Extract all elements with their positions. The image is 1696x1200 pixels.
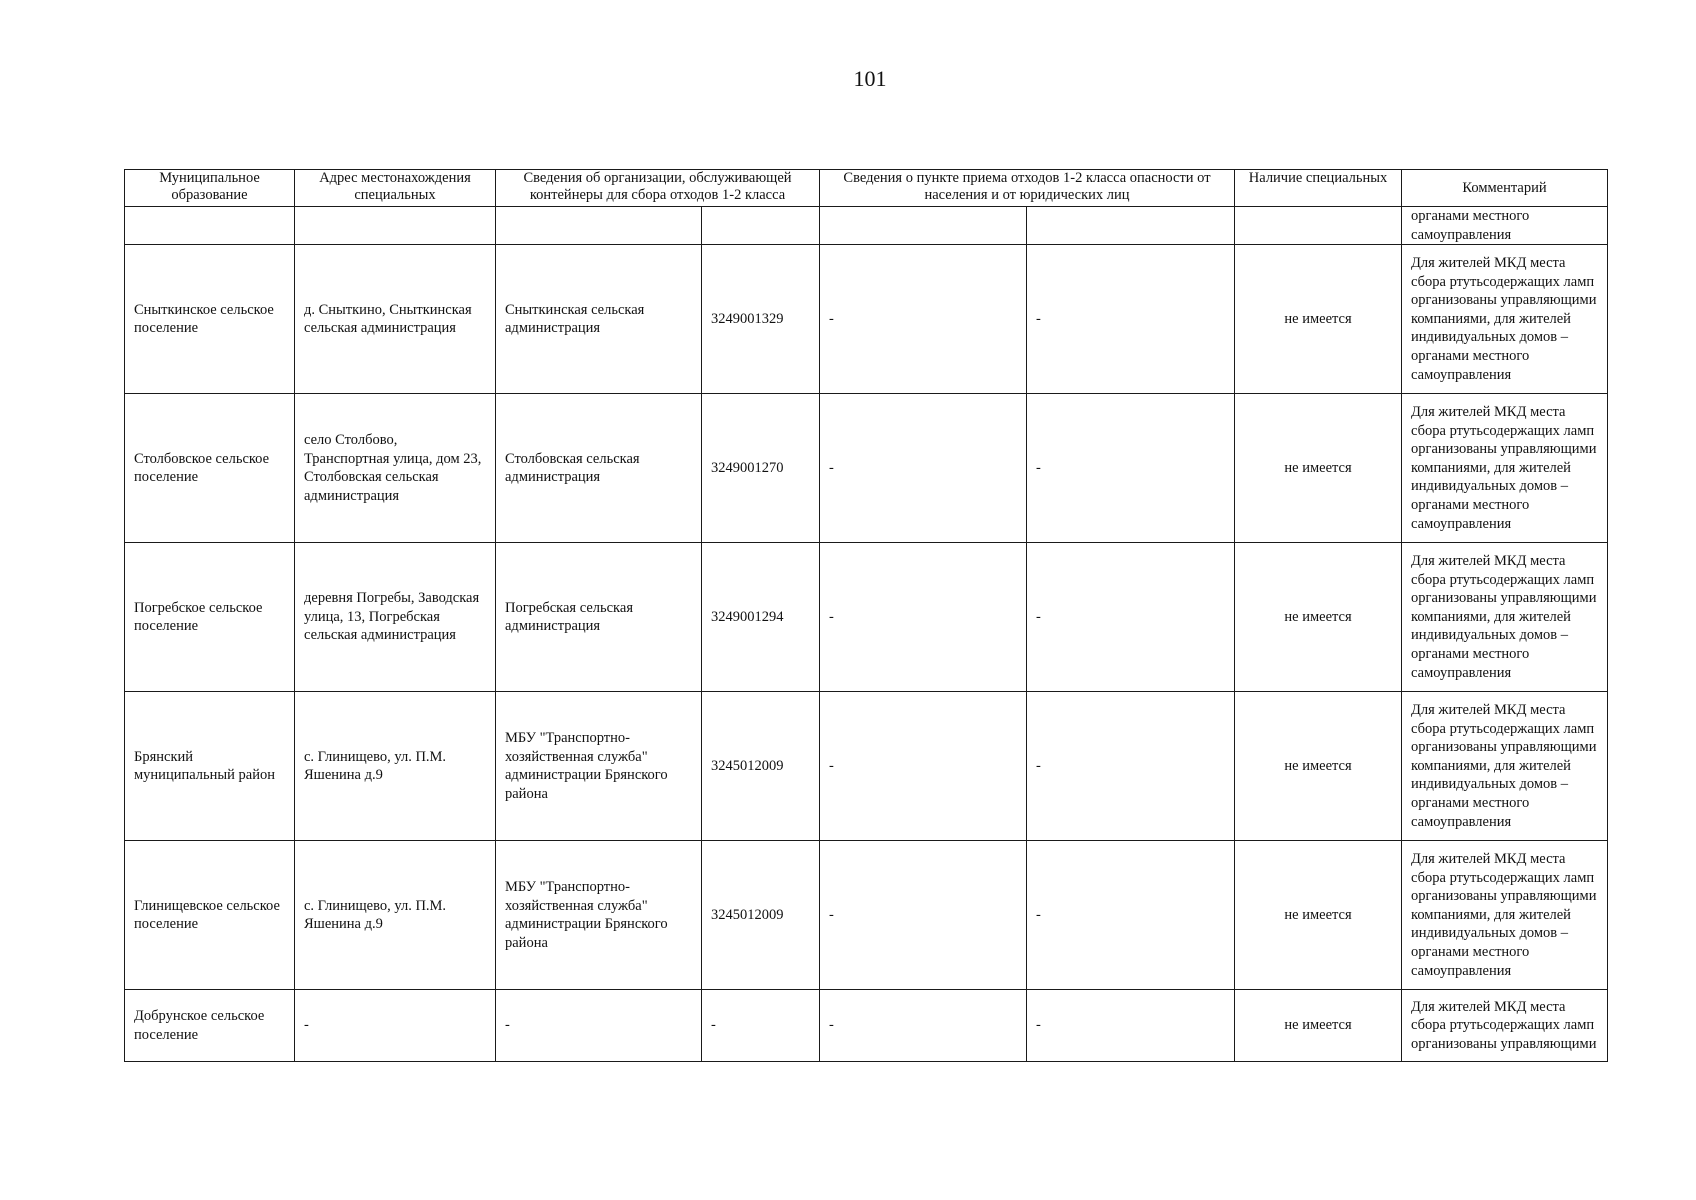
table-row: [125, 841, 1608, 990]
point-b-cell: -: [1027, 990, 1235, 1062]
municipality-cell: Сныткинское сельское поселение: [125, 245, 295, 394]
comment-cell: Для жителей МКД места сбора ртутьсодержащих ламп организованы управляющими компаниями, для жителей индивидуальных домов – органами местного самоуправления: [1402, 245, 1608, 394]
availability-cell: не имеется: [1235, 692, 1402, 841]
address-cell: д. Сныткино, Сныткинская сельская администрация: [295, 245, 496, 394]
comment-cell: Для жителей МКД места сбора ртутьсодержащих ламп организованы управляющими: [1402, 990, 1608, 1062]
table-header-row: [125, 170, 1608, 207]
point-b-cell: -: [1027, 245, 1235, 394]
point-a-cell: -: [820, 543, 1027, 692]
table-row-continued: [125, 207, 1608, 245]
comment-cell: Для жителей МКД места сбора ртутьсодержащих ламп организованы управляющими компаниями, для жителей индивидуальных домов – органами местного самоуправления: [1402, 543, 1608, 692]
availability-cell: не имеется: [1235, 245, 1402, 394]
header-municipality: Муниципальное образование: [125, 170, 295, 207]
inn-cell: -: [702, 990, 820, 1062]
point-b-cell: -: [1027, 543, 1235, 692]
availability-cell: не имеется: [1235, 394, 1402, 543]
point-a-cell: -: [820, 245, 1027, 394]
point-a-cell: -: [820, 692, 1027, 841]
address-cell: с. Глинищево, ул. П.М. Яшенина д.9: [295, 692, 496, 841]
address-cell: деревня Погребы, Заводская улица, 13, Погребская сельская администрация: [295, 543, 496, 692]
header-collection-point: Сведения о пункте приема отходов 1-2 класса опасности от населения и от юридических лиц: [820, 170, 1235, 207]
comment-cell: Для жителей МКД места сбора ртутьсодержащих ламп организованы управляющими компаниями, для жителей индивидуальных домов – органами местного самоуправления: [1402, 394, 1608, 543]
comment-cell: Для жителей МКД места сбора ртутьсодержащих ламп организованы управляющими компаниями, для жителей индивидуальных домов – органами местного самоуправления: [1402, 841, 1608, 990]
point-b-cell: -: [1027, 692, 1235, 841]
point-a-cell: -: [820, 990, 1027, 1062]
organization-cell: Погребская сельская администрация: [496, 543, 702, 692]
point-b-cell: -: [1027, 394, 1235, 543]
organization-cell: -: [496, 990, 702, 1062]
municipality-cell: Погребское сельское поселение: [125, 543, 295, 692]
organization-cell: МБУ "Транспортно-хозяйственная служба" администрации Брянского района: [496, 692, 702, 841]
availability-cell: не имеется: [1235, 841, 1402, 990]
address-cell: с. Глинищево, ул. П.М. Яшенина д.9: [295, 841, 496, 990]
table-row: [125, 394, 1608, 543]
table-row: [125, 543, 1608, 692]
organization-cell: Сныткинская сельская администрация: [496, 245, 702, 394]
address-cell: село Столбово, Транспортная улица, дом 23, Столбовская сельская администрация: [295, 394, 496, 543]
organization-cell: Столбовская сельская администрация: [496, 394, 702, 543]
header-comment: Комментарий: [1402, 170, 1608, 207]
comment-cell: Для жителей МКД места сбора ртутьсодержащих ламп организованы управляющими компаниями, для жителей индивидуальных домов – органами местного самоуправления: [1402, 692, 1608, 841]
inn-cell: 3249001329: [702, 245, 820, 394]
municipality-cell: Брянский муниципальный район: [125, 692, 295, 841]
point-a-cell: -: [820, 394, 1027, 543]
inn-cell: 3249001294: [702, 543, 820, 692]
municipality-cell: Столбовское сельское поселение: [125, 394, 295, 543]
address-cell: -: [295, 990, 496, 1062]
inn-cell: 3245012009: [702, 692, 820, 841]
municipality-cell: Добрунское сельское поселение: [125, 990, 295, 1062]
comment-cell: органами местного самоуправления: [1402, 207, 1608, 245]
availability-cell: не имеется: [1235, 543, 1402, 692]
point-b-cell: -: [1027, 841, 1235, 990]
availability-cell: не имеется: [1235, 990, 1402, 1062]
header-availability: Наличие специальных: [1235, 170, 1402, 207]
table-row: [125, 692, 1608, 841]
point-a-cell: -: [820, 841, 1027, 990]
header-organization: Сведения об организации, обслуживающей контейнеры для сбора отходов 1-2 класса: [496, 170, 820, 207]
table-row: [125, 990, 1608, 1062]
inn-cell: 3249001270: [702, 394, 820, 543]
inn-cell: 3245012009: [702, 841, 820, 990]
table-row: [125, 245, 1608, 394]
organization-cell: МБУ "Транспортно-хозяйственная служба" администрации Брянского района: [496, 841, 702, 990]
waste-collection-table: [124, 169, 1608, 1062]
header-address: Адрес местонахождения специальных: [295, 170, 496, 207]
municipality-cell: Глинищевское сельское поселение: [125, 841, 295, 990]
page-number: 101: [853, 66, 887, 91]
